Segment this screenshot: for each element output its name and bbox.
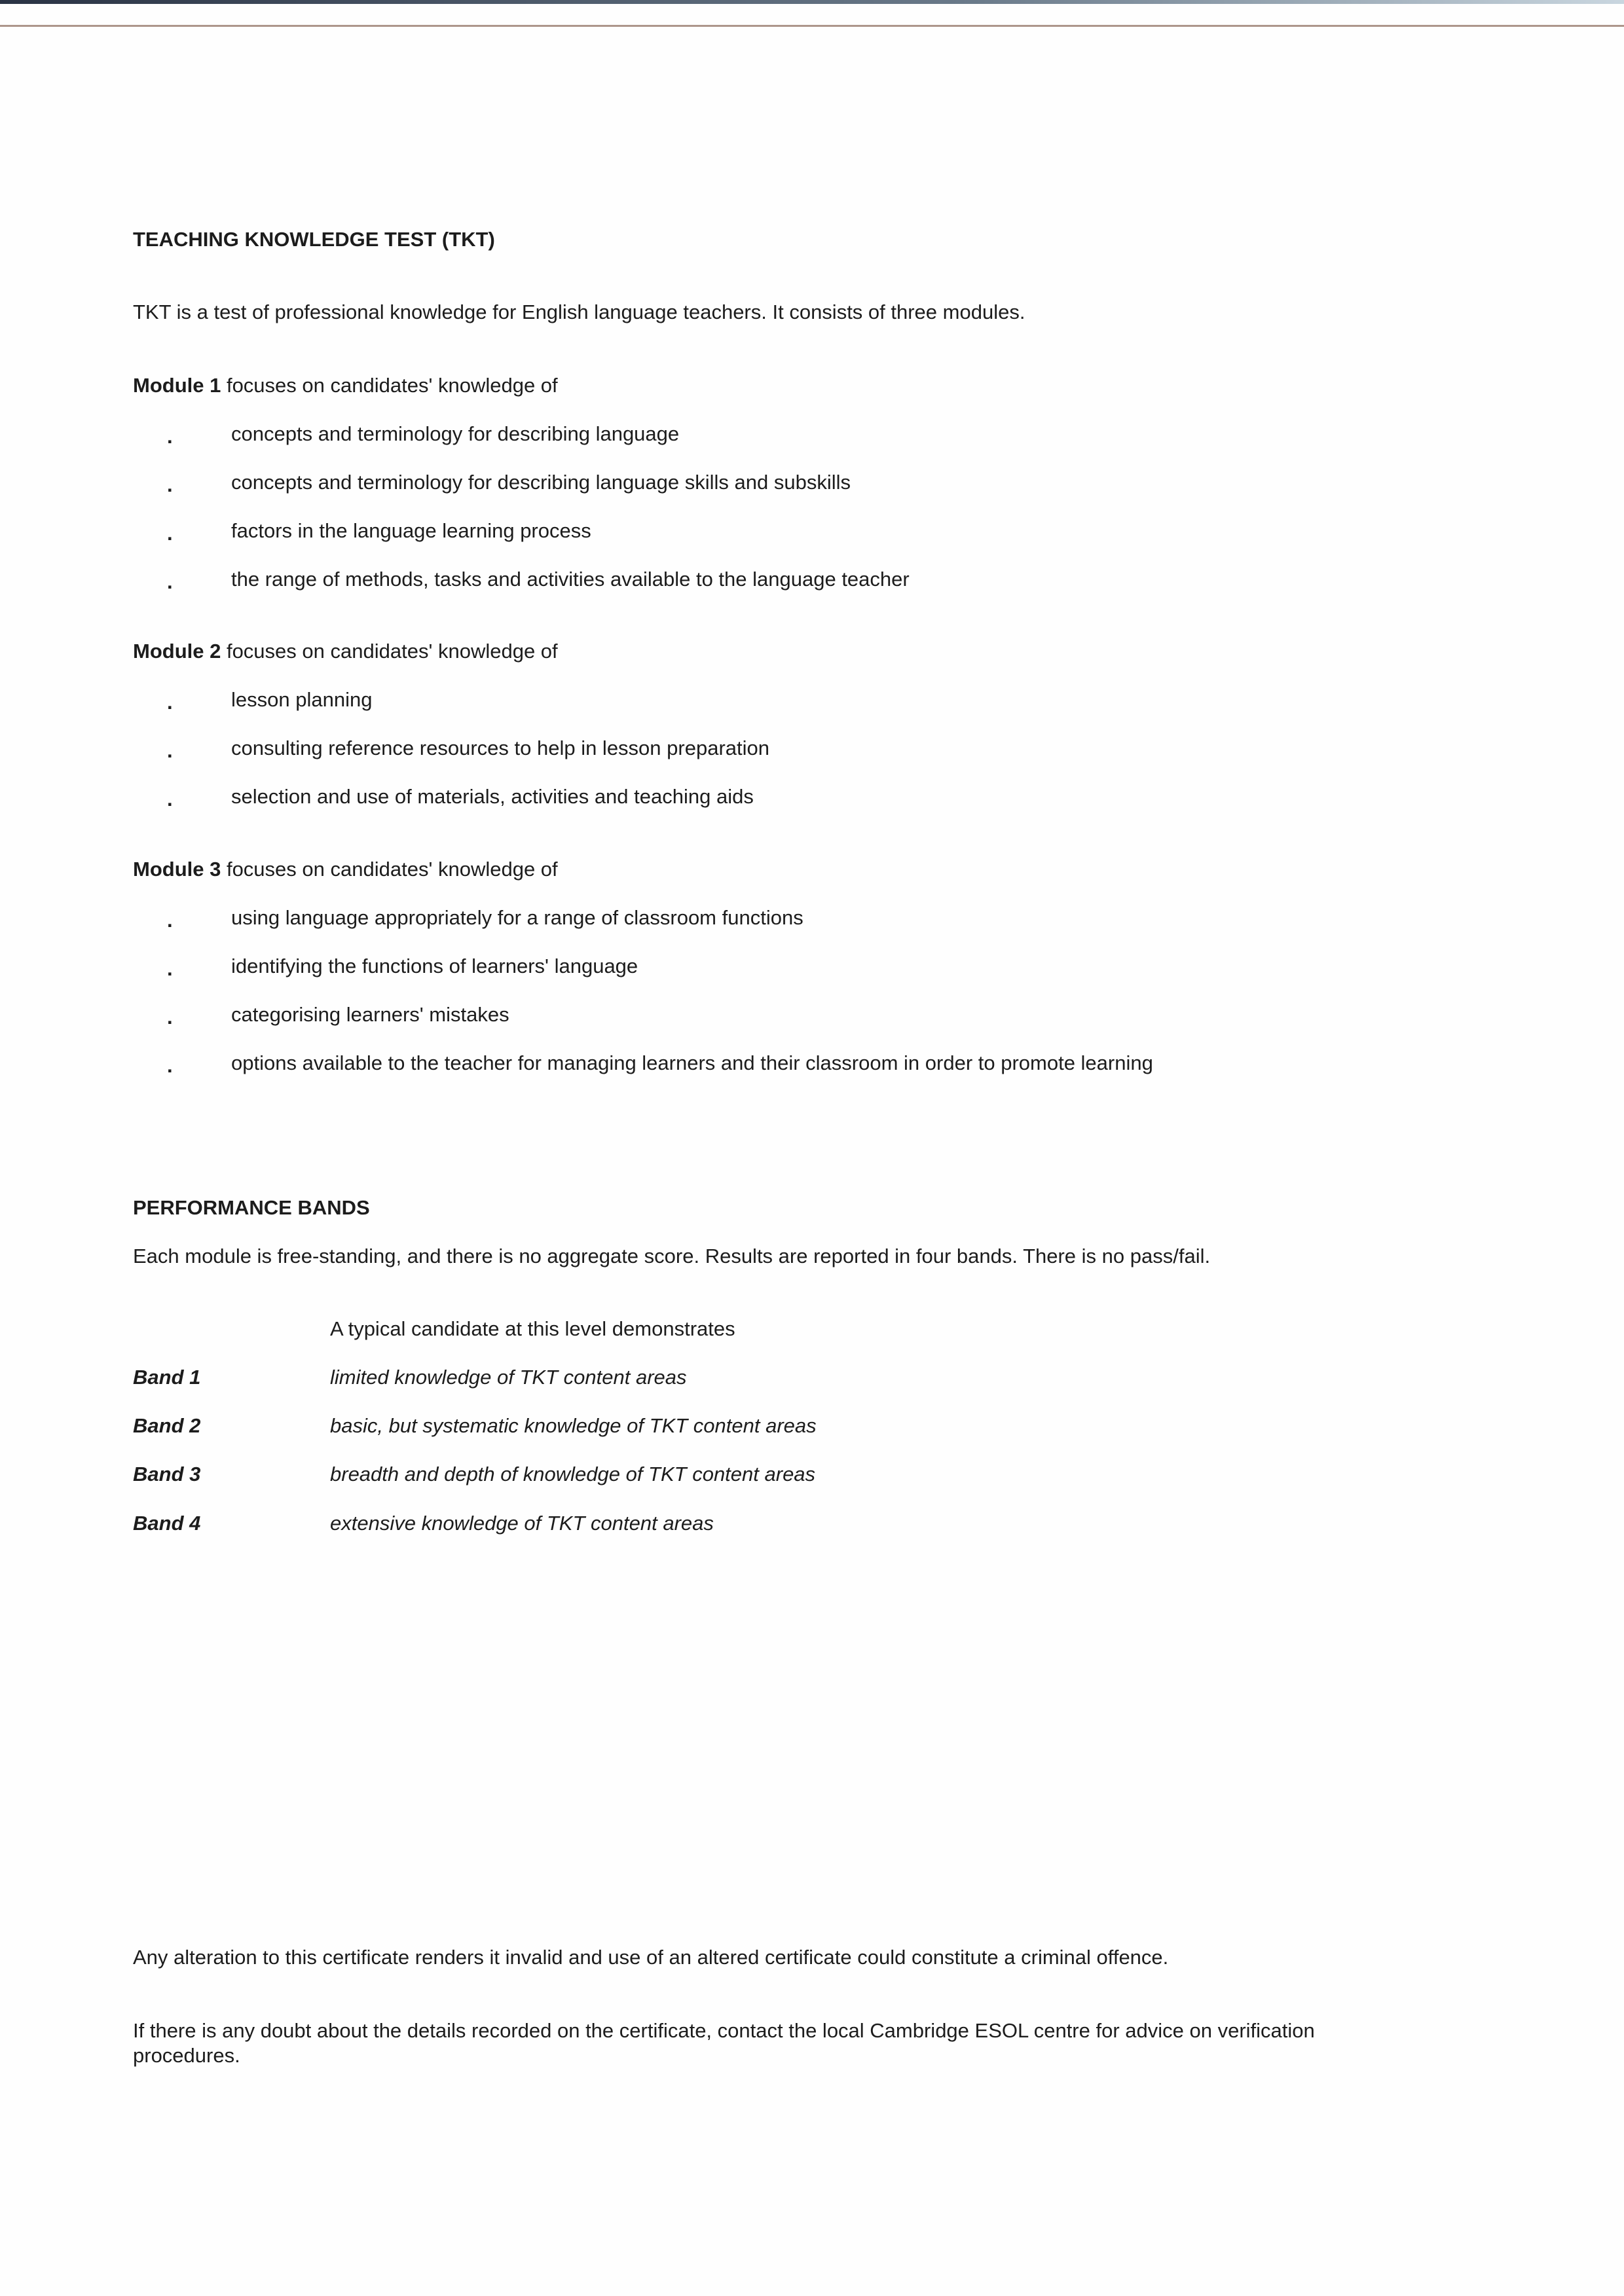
module-1-item: factors in the language learning process [231, 519, 591, 542]
bullet-dot: . [167, 522, 173, 545]
module-1-label: Module 1 [133, 374, 221, 397]
band-2-label: Band 2 [133, 1414, 201, 1437]
scan-top-rule [0, 25, 1624, 27]
module-1-item: concepts and terminology for describing language [231, 422, 680, 445]
band-1-description: limited knowledge of TKT content areas [330, 1366, 687, 1389]
module-3-item: using language appropriately for a range of classroom functions [231, 906, 803, 929]
bullet-dot: . [167, 957, 173, 980]
intro-paragraph: TKT is a test of professional knowledge for English language teachers. It consists of three modules. [133, 301, 1025, 323]
bullet-dot: . [167, 788, 173, 811]
module-3-suffix: focuses on candidates' knowledge of [221, 858, 558, 881]
module-3-label: Module 3 [133, 858, 221, 881]
performance-description: Each module is free-standing, and there is no aggregate score. Results are reported in four bands. There is no pass/fail. [133, 1245, 1211, 1267]
band-4-description: extensive knowledge of TKT content areas [330, 1512, 714, 1535]
band-1-label: Band 1 [133, 1366, 201, 1389]
module-1-item: concepts and terminology for describing language skills and subskills [231, 471, 851, 494]
alteration-notice: Any alteration to this certificate renders it invalid and use of an altered certificate could constitute a criminal offence. [133, 1946, 1169, 1969]
band-column-header: A typical candidate at this level demonstrates [330, 1317, 735, 1340]
band-2-description: basic, but systematic knowledge of TKT content areas [330, 1414, 817, 1437]
bullet-dot: . [167, 425, 173, 448]
module-2-item: lesson planning [231, 688, 373, 711]
performance-bands-title: PERFORMANCE BANDS [133, 1196, 370, 1219]
scan-top-edge [0, 0, 1624, 4]
page-title: TEACHING KNOWLEDGE TEST (TKT) [133, 228, 495, 251]
bullet-dot: . [167, 473, 173, 496]
bullet-dot: . [167, 909, 173, 932]
band-3-label: Band 3 [133, 1463, 201, 1485]
bullet-dot: . [167, 691, 173, 714]
module-3-item: identifying the functions of learners' language [231, 955, 638, 977]
module-3-item: categorising learners' mistakes [231, 1003, 509, 1026]
bullet-dot: . [167, 570, 173, 593]
module-3-item: options available to the teacher for managing learners and their classroom in order to promote learning [231, 1051, 1153, 1074]
module-2-item: consulting reference resources to help in lesson preparation [231, 737, 769, 759]
bullet-dot: . [167, 1054, 173, 1077]
module-2-intro [133, 639, 558, 664]
module-3-intro [133, 857, 558, 882]
module-1-suffix: focuses on candidates' knowledge of [221, 374, 558, 397]
bullet-dot: . [167, 739, 173, 762]
module-2-label: Module 2 [133, 640, 221, 663]
module-1-item: the range of methods, tasks and activities available to the language teacher [231, 568, 910, 591]
module-1-intro [133, 373, 558, 398]
module-2-suffix: focuses on candidates' knowledge of [221, 640, 558, 663]
band-4-label: Band 4 [133, 1512, 201, 1535]
bullet-dot: . [167, 1006, 173, 1029]
band-3-description: breadth and depth of knowledge of TKT content areas [330, 1463, 816, 1485]
verification-notice: If there is any doubt about the details recorded on the certificate, contact the local Cambridge ESOL centre for advice on verification procedures. [133, 2019, 1315, 2067]
module-2-item: selection and use of materials, activities and teaching aids [231, 785, 754, 808]
